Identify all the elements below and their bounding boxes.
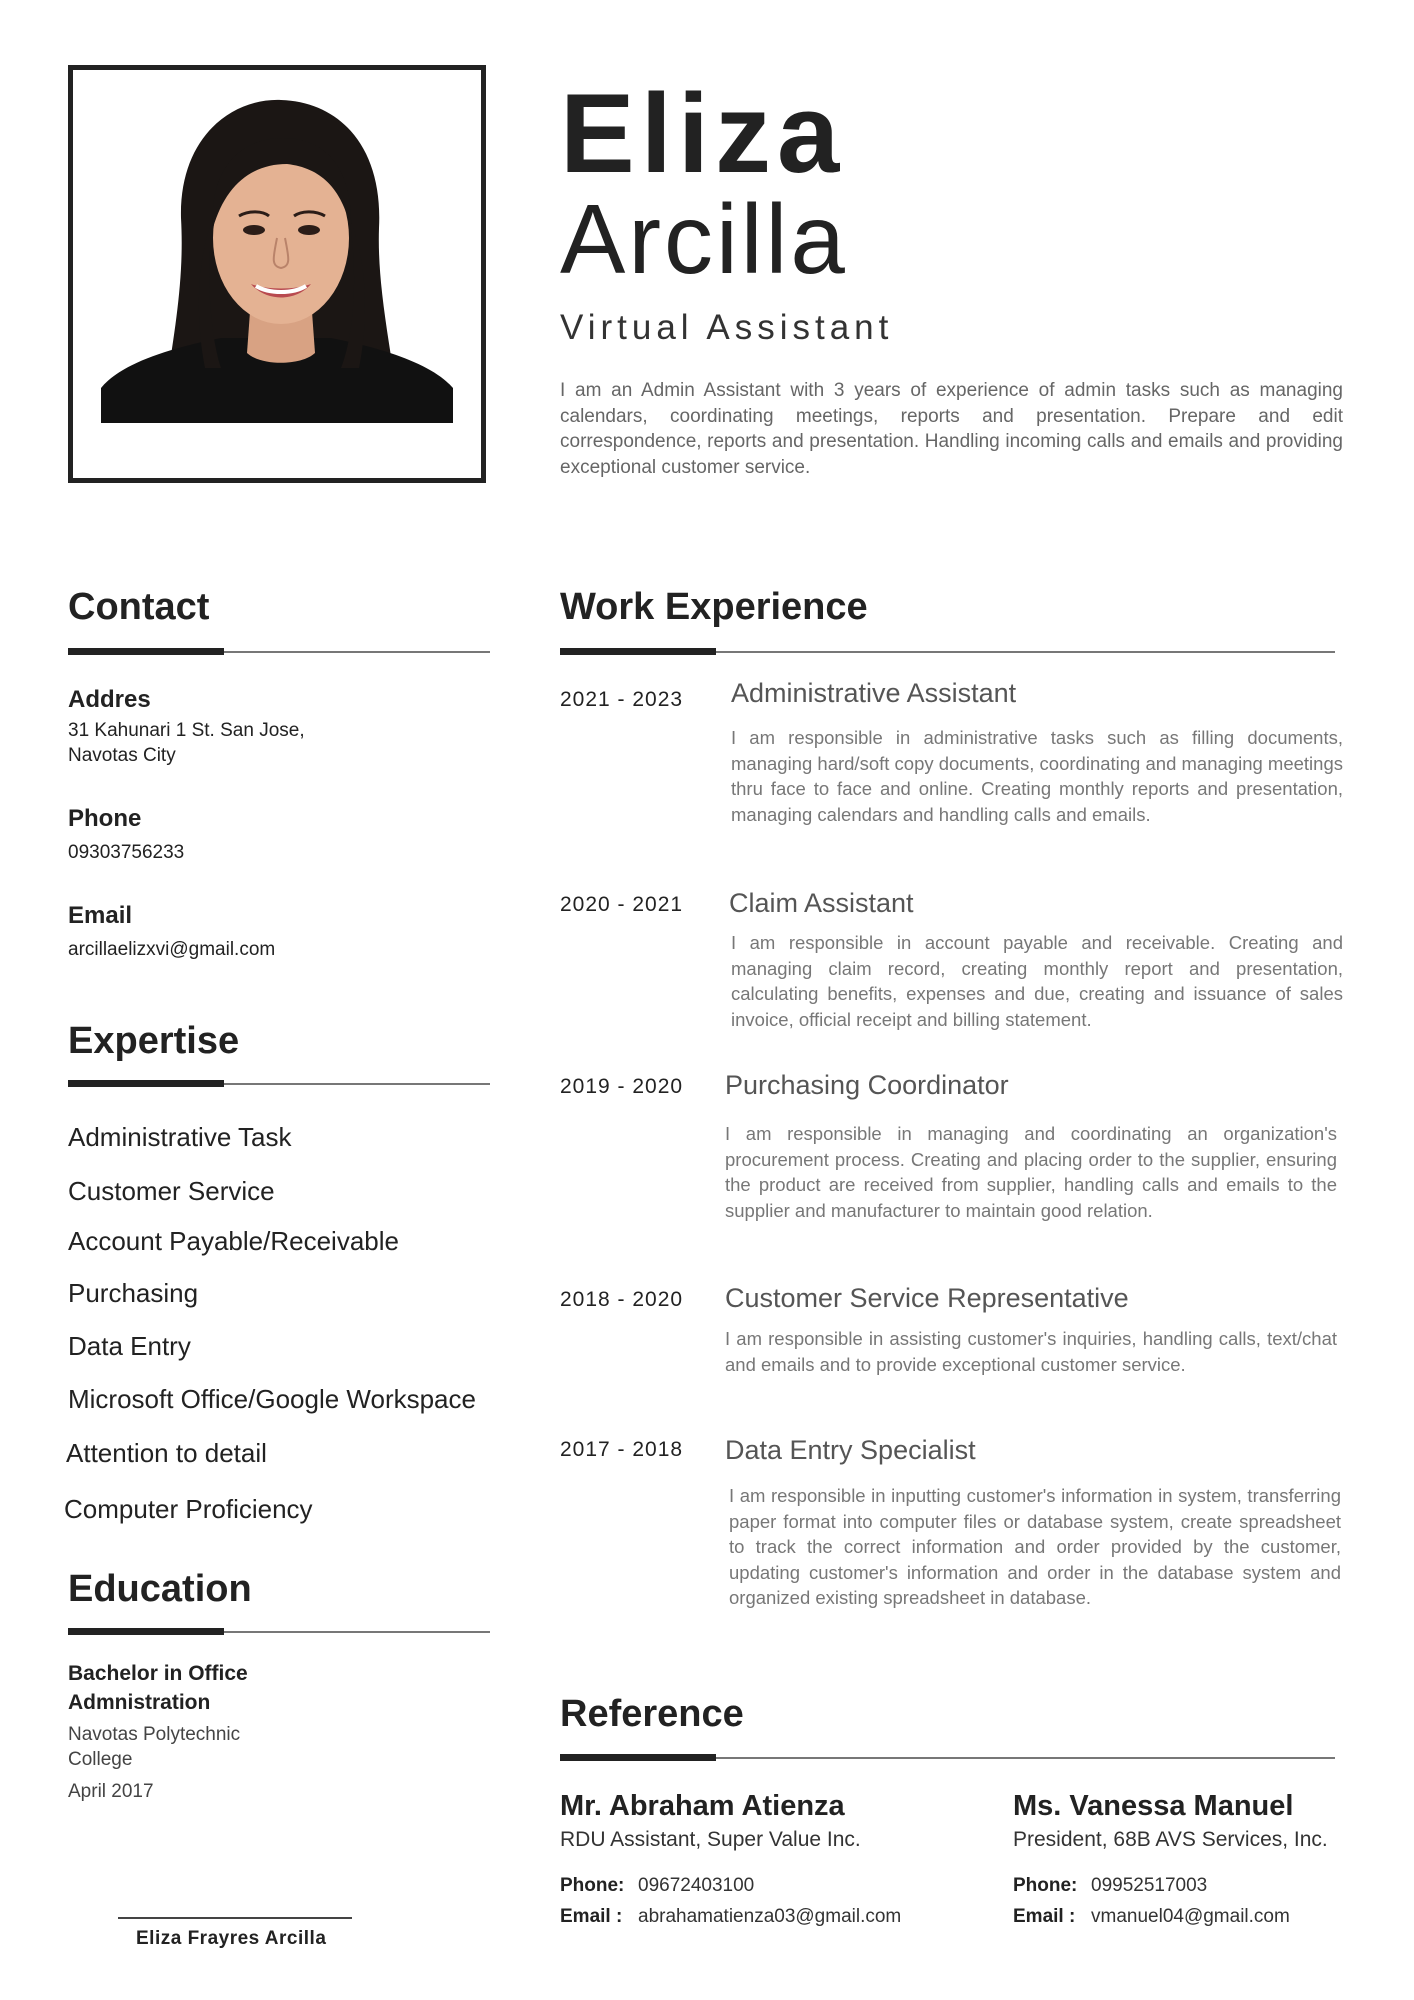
- reference-phone-label: Phone:: [560, 1875, 625, 1896]
- address-label: Addres: [68, 686, 151, 713]
- last-name: Arcilla: [560, 184, 848, 294]
- skill-item: Microsoft Office/Google Workspace: [68, 1384, 476, 1414]
- reference-email: vmanuel04@gmail.com: [1091, 1906, 1290, 1927]
- phone-value: 09303756233: [68, 842, 185, 863]
- skill-item: Purchasing: [68, 1278, 199, 1308]
- reference-name: Mr. Abraham Atienza: [560, 1790, 845, 1822]
- job-role: Virtual Assistant: [560, 308, 894, 347]
- reference-email-row: [560, 1906, 901, 1928]
- skill-item: Administrative Task: [68, 1122, 292, 1152]
- reference-role: RDU Assistant, Super Value Inc.: [560, 1828, 861, 1851]
- job-description: I am responsible in account payable and receivable. Creating and managing claim record, creating monthly report and presentation, calculating benefits, expenses and due, creating and issuance of sales invoice, official receipt and billing statement.: [731, 932, 1343, 1030]
- job-description: I am responsible in managing and coordinating an organization's procurement process. Creating and placing order to the supplier, ensuring the product are received from supplier, handling calls and emails to the supplier and manufacturer to maintain good relation.: [725, 1123, 1337, 1221]
- job-title: Claim Assistant: [729, 888, 914, 918]
- skill-item: Data Entry: [68, 1331, 191, 1361]
- skill-item: Account Payable/Receivable: [68, 1226, 399, 1256]
- profile-photo: [101, 98, 453, 423]
- job-years: 2017 - 2018: [560, 1438, 684, 1461]
- education-title: Education: [68, 1568, 252, 1610]
- reference-name: Ms. Vanessa Manuel: [1013, 1790, 1294, 1822]
- reference-email-label: Email :: [560, 1906, 623, 1927]
- phone-label: Phone: [68, 805, 142, 832]
- address-line-1: 31 Kahunari 1 St. San Jose,: [68, 720, 305, 741]
- degree-line-2: Admnistration: [68, 1691, 211, 1714]
- reference-phone: 09672403100: [638, 1875, 755, 1896]
- job-years: 2018 - 2020: [560, 1288, 684, 1311]
- reference-phone-row: [560, 1875, 754, 1897]
- job-years: 2020 - 2021: [560, 893, 684, 916]
- signature-line: [118, 1917, 352, 1919]
- profile-photo-frame: [68, 65, 486, 483]
- profile-summary: I am an Admin Assistant with 3 years of experience of admin tasks such as managing calendars, coordinating meetings, reports and presentation. Prepare and edit correspondence, reports and presentation. Handling incoming calls and emails and providing exceptional customer service.: [560, 380, 1343, 478]
- job-description: I am responsible in assisting customer's inquiries, handling calls, text/chat and emails and to provide exceptional customer service.: [725, 1328, 1337, 1375]
- skill-item: Computer Proficiency: [64, 1494, 313, 1524]
- email-label: Email: [68, 902, 133, 929]
- school-line-2: College: [68, 1749, 133, 1770]
- skill-item: Attention to detail: [66, 1438, 267, 1468]
- reference-role: President, 68B AVS Services, Inc.: [1013, 1828, 1328, 1851]
- first-name: Eliza: [560, 71, 846, 196]
- job-years: 2021 - 2023: [560, 688, 684, 711]
- job-title: Administrative Assistant: [731, 678, 1017, 708]
- reference-email-row: [1013, 1906, 1290, 1928]
- reference-phone-label: Phone:: [1013, 1875, 1078, 1896]
- school-line-1: Navotas Polytechnic: [68, 1724, 241, 1745]
- skill-item: Customer Service: [68, 1176, 275, 1206]
- reference-phone-row: [1013, 1875, 1207, 1897]
- email-value: arcillaelizxvi@gmail.com: [68, 939, 276, 960]
- expertise-divider-accent: [68, 1080, 224, 1087]
- job-title: Customer Service Representative: [725, 1283, 1129, 1313]
- graduation-date: April 2017: [68, 1781, 154, 1802]
- job-years: 2019 - 2020: [560, 1075, 684, 1098]
- contact-title: Contact: [68, 586, 210, 628]
- portrait-illustration: [101, 98, 453, 423]
- contact-divider-accent: [68, 648, 224, 655]
- work-divider-accent: [560, 648, 716, 655]
- job-title: Purchasing Coordinator: [725, 1070, 1009, 1100]
- expertise-title: Expertise: [68, 1020, 240, 1062]
- reference-divider-accent: [560, 1754, 716, 1761]
- work-title: Work Experience: [560, 586, 868, 628]
- reference-email: abrahamatienza03@gmail.com: [638, 1906, 902, 1927]
- reference-phone: 09952517003: [1091, 1875, 1208, 1896]
- signature-name: Eliza Frayres Arcilla: [136, 1928, 327, 1949]
- education-divider-accent: [68, 1628, 224, 1635]
- reference-email-label: Email :: [1013, 1906, 1076, 1927]
- address-line-2: Navotas City: [68, 745, 176, 766]
- job-title: Data Entry Specialist: [725, 1435, 976, 1465]
- degree-line-1: Bachelor in Office: [68, 1662, 248, 1685]
- job-description: I am responsible in administrative tasks such as filling documents, managing hard/soft copy documents, coordinating and managing meetings thru face to face and online. Creating monthly reports and presentation, managing calendars and handling calls and emails.: [731, 727, 1343, 825]
- job-description: I am responsible in inputting customer's information in system, transferring paper format into computer files or database system, create spreadsheet to track the correct information and order provided by the customer, updating customer's information and order in the database system and organized existing spreadsheet in database.: [729, 1485, 1341, 1608]
- reference-title: Reference: [560, 1693, 744, 1735]
